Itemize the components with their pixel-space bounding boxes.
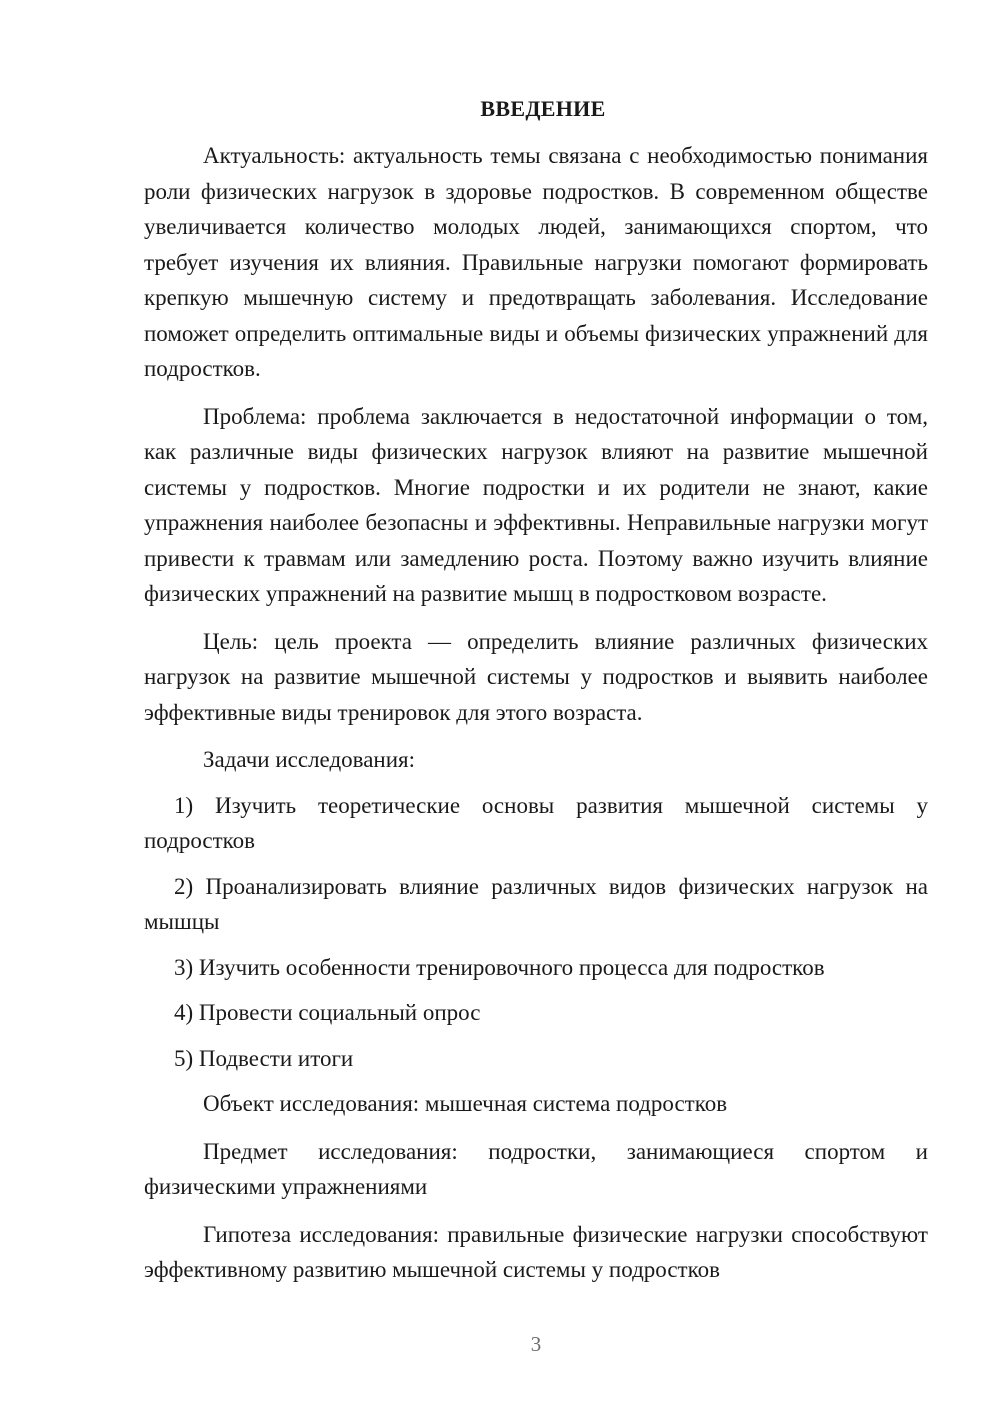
subject-paragraph: Предмет исследования: подростки, занимающиеся спортом и физическими упражнениями bbox=[144, 1138, 928, 1199]
task-item-2: 2) Проанализировать влияние различных видов физических нагрузок на мышцы bbox=[144, 873, 928, 934]
problem-paragraph: Проблема: проблема заключается в недостаточной информации о том, как различные виды физических нагрузок влияют на развитие мышечной системы у подростков. Многие подростки и их родители не знают, какие упражнения наиболее безопасны и эффективны. Неправильные нагрузки могут привести к травмам или замедлению роста. Поэтому важно изучить влияние физических упражнений на развитие мышц в подростковом возрасте. bbox=[144, 403, 928, 606]
page-content bbox=[144, 92, 928, 1300]
goal-paragraph: Цель: цель проекта — определить влияние различных физических нагрузок на развитие мышечной системы у подростков и выявить наиболее эффективные виды тренировок для этого возраста. bbox=[144, 628, 928, 725]
task-item-5: 5) Подвести итоги bbox=[174, 1045, 354, 1071]
hypothesis-paragraph: Гипотеза исследования: правильные физические нагрузки способствуют эффективному развитию мышечной системы у подростков bbox=[144, 1221, 928, 1282]
tasks-heading: Задачи исследования: bbox=[203, 747, 416, 772]
task-item-3: 3) Изучить особенности тренировочного процесса для подростков bbox=[174, 954, 825, 980]
page-number: 3 bbox=[530, 1332, 542, 1356]
task-item-1: 1) Изучить теоретические основы развития мышечной системы у подростков bbox=[144, 792, 928, 853]
task-item-4: 4) Провести социальный опрос bbox=[174, 1000, 481, 1025]
object-paragraph: Объект исследования: мышечная система подростков bbox=[203, 1091, 728, 1116]
relevance-paragraph: Актуальность: актуальность темы связана с необходимостью понимания роли физических нагрузок в здоровье подростков. В современном обществе увеличивается количество молодых людей, занимающихся спортом, что требует изучения их влияния. Правильные нагрузки помогают формировать крепкую мышечную систему и предотвращать заболевания. Исследование поможет определить оптимальные виды и объемы физических упражнений для подростков. bbox=[144, 143, 928, 381]
section-title: ВВЕДЕНИЕ bbox=[480, 96, 606, 121]
